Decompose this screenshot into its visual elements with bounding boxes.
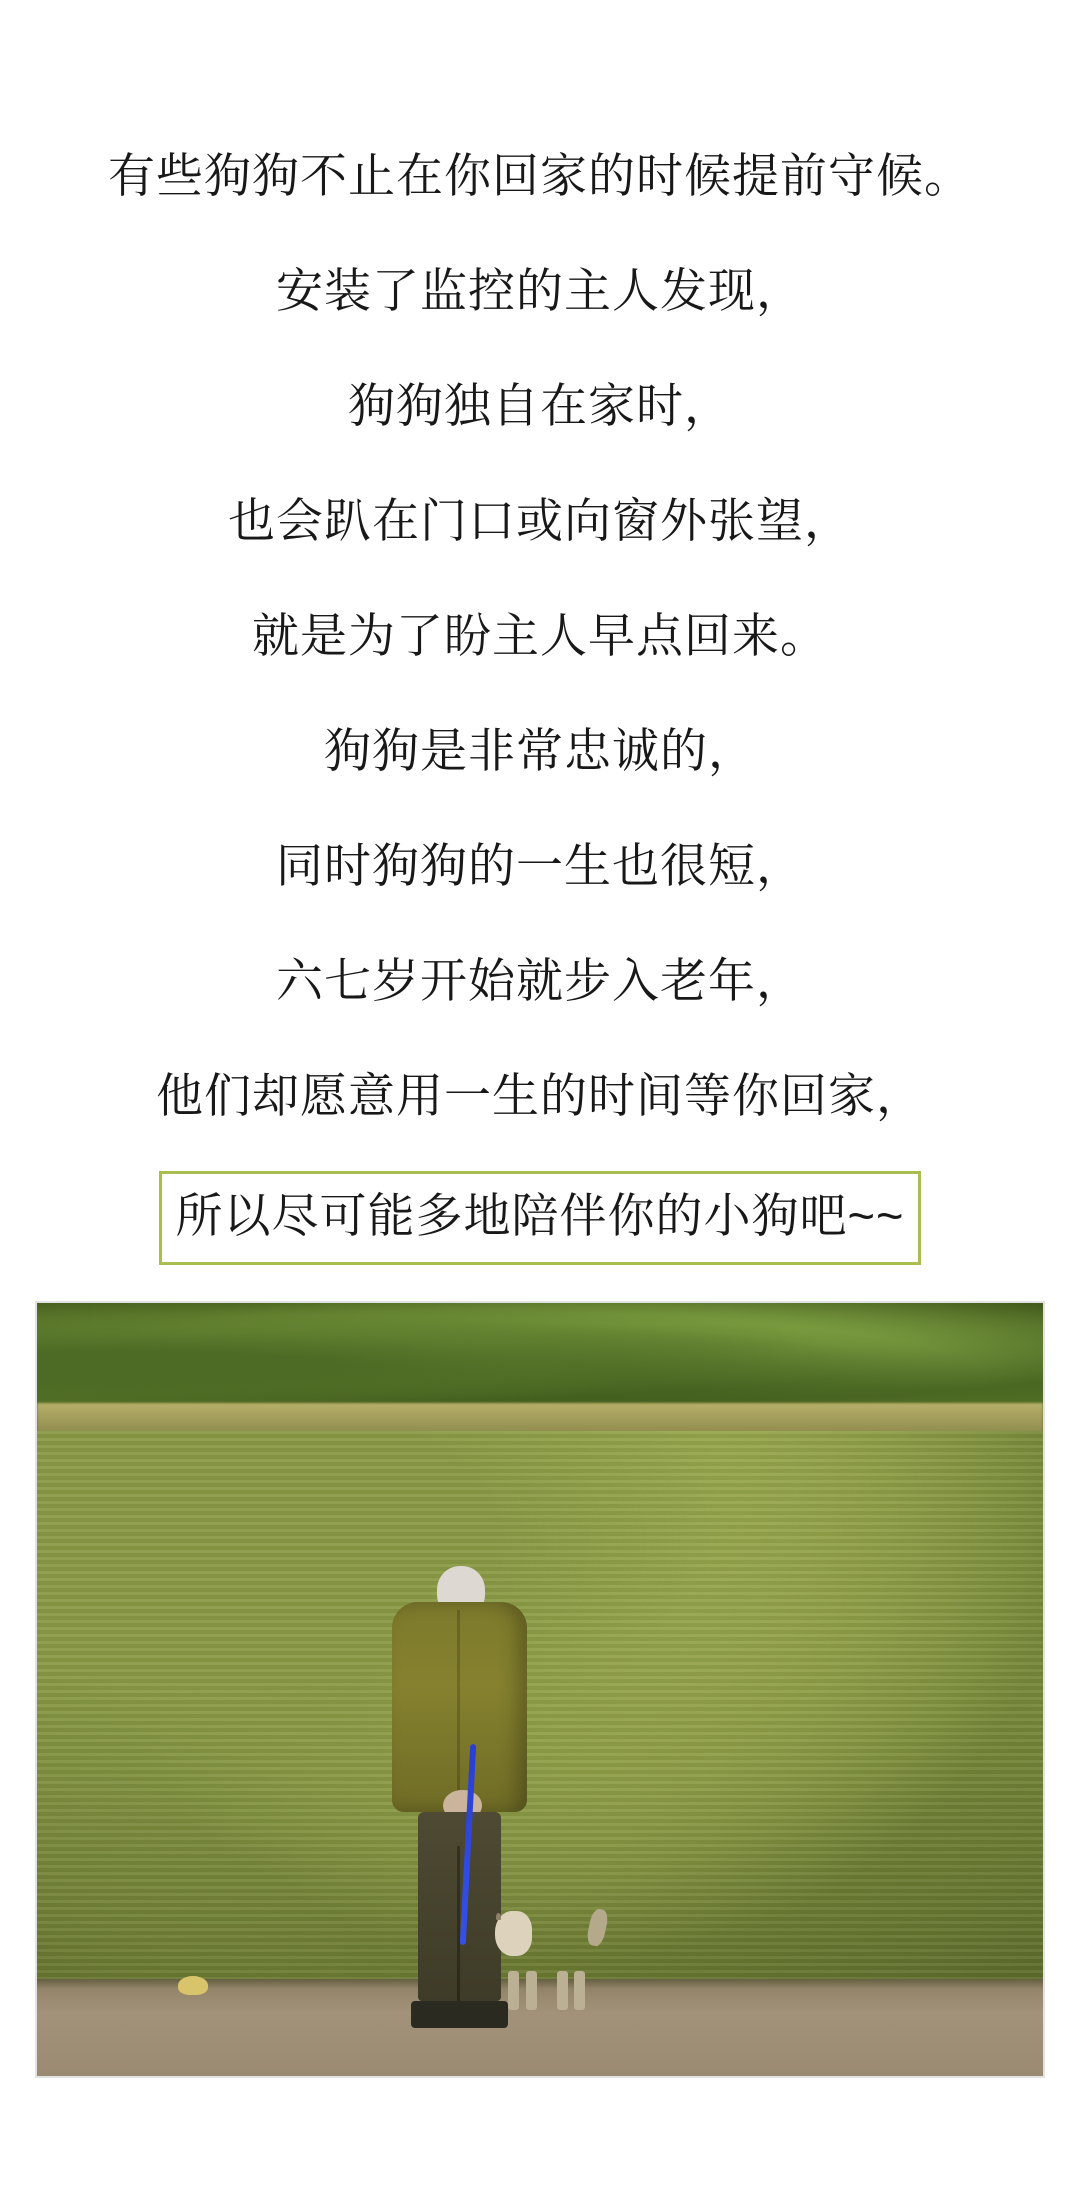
poster-line-1: 有些狗狗不止在你回家的时候提前守候。 [108,149,972,202]
poster-line-7: 同时狗狗的一生也很短， [276,839,804,892]
photo-dog-leg [557,1971,568,2010]
poster-highlight-line: 所以尽可能多地陪伴你的小狗吧~~ [159,1171,922,1265]
photo-bushes [37,1303,1043,1411]
photo-duck [178,1976,208,1995]
photo-wrap [0,1301,1080,2078]
photo-dog-leg [526,1971,537,2010]
photo-dog-head [495,1911,533,1956]
photo-dog-leg [508,1971,519,2010]
photo-dog-ear [496,1913,501,1920]
photo-person-shoes [411,2001,508,2028]
poster-line-2: 安装了监控的主人发现， [276,264,804,317]
photo-dog [495,1902,606,2010]
poster-line-9: 他们却愿意用一生的时间等你回家， [156,1069,924,1122]
photo-person-coat [392,1602,527,1813]
poster-line-3: 狗狗独自在家时， [348,379,732,432]
photo-person-legs [418,1812,502,2000]
photo-dog-leg [574,1971,585,2010]
poster-line-4: 也会趴在门口或向窗外张望， [228,494,852,547]
poster-line-5: 就是为了盼主人早点回来。 [252,609,828,662]
poster-line-6: 狗狗是非常忠诚的， [324,724,756,777]
poster-line-8: 六七岁开始就步入老年， [276,954,804,1007]
photo-old-man-and-dog [35,1301,1045,2078]
photo-water [37,1431,1043,1980]
